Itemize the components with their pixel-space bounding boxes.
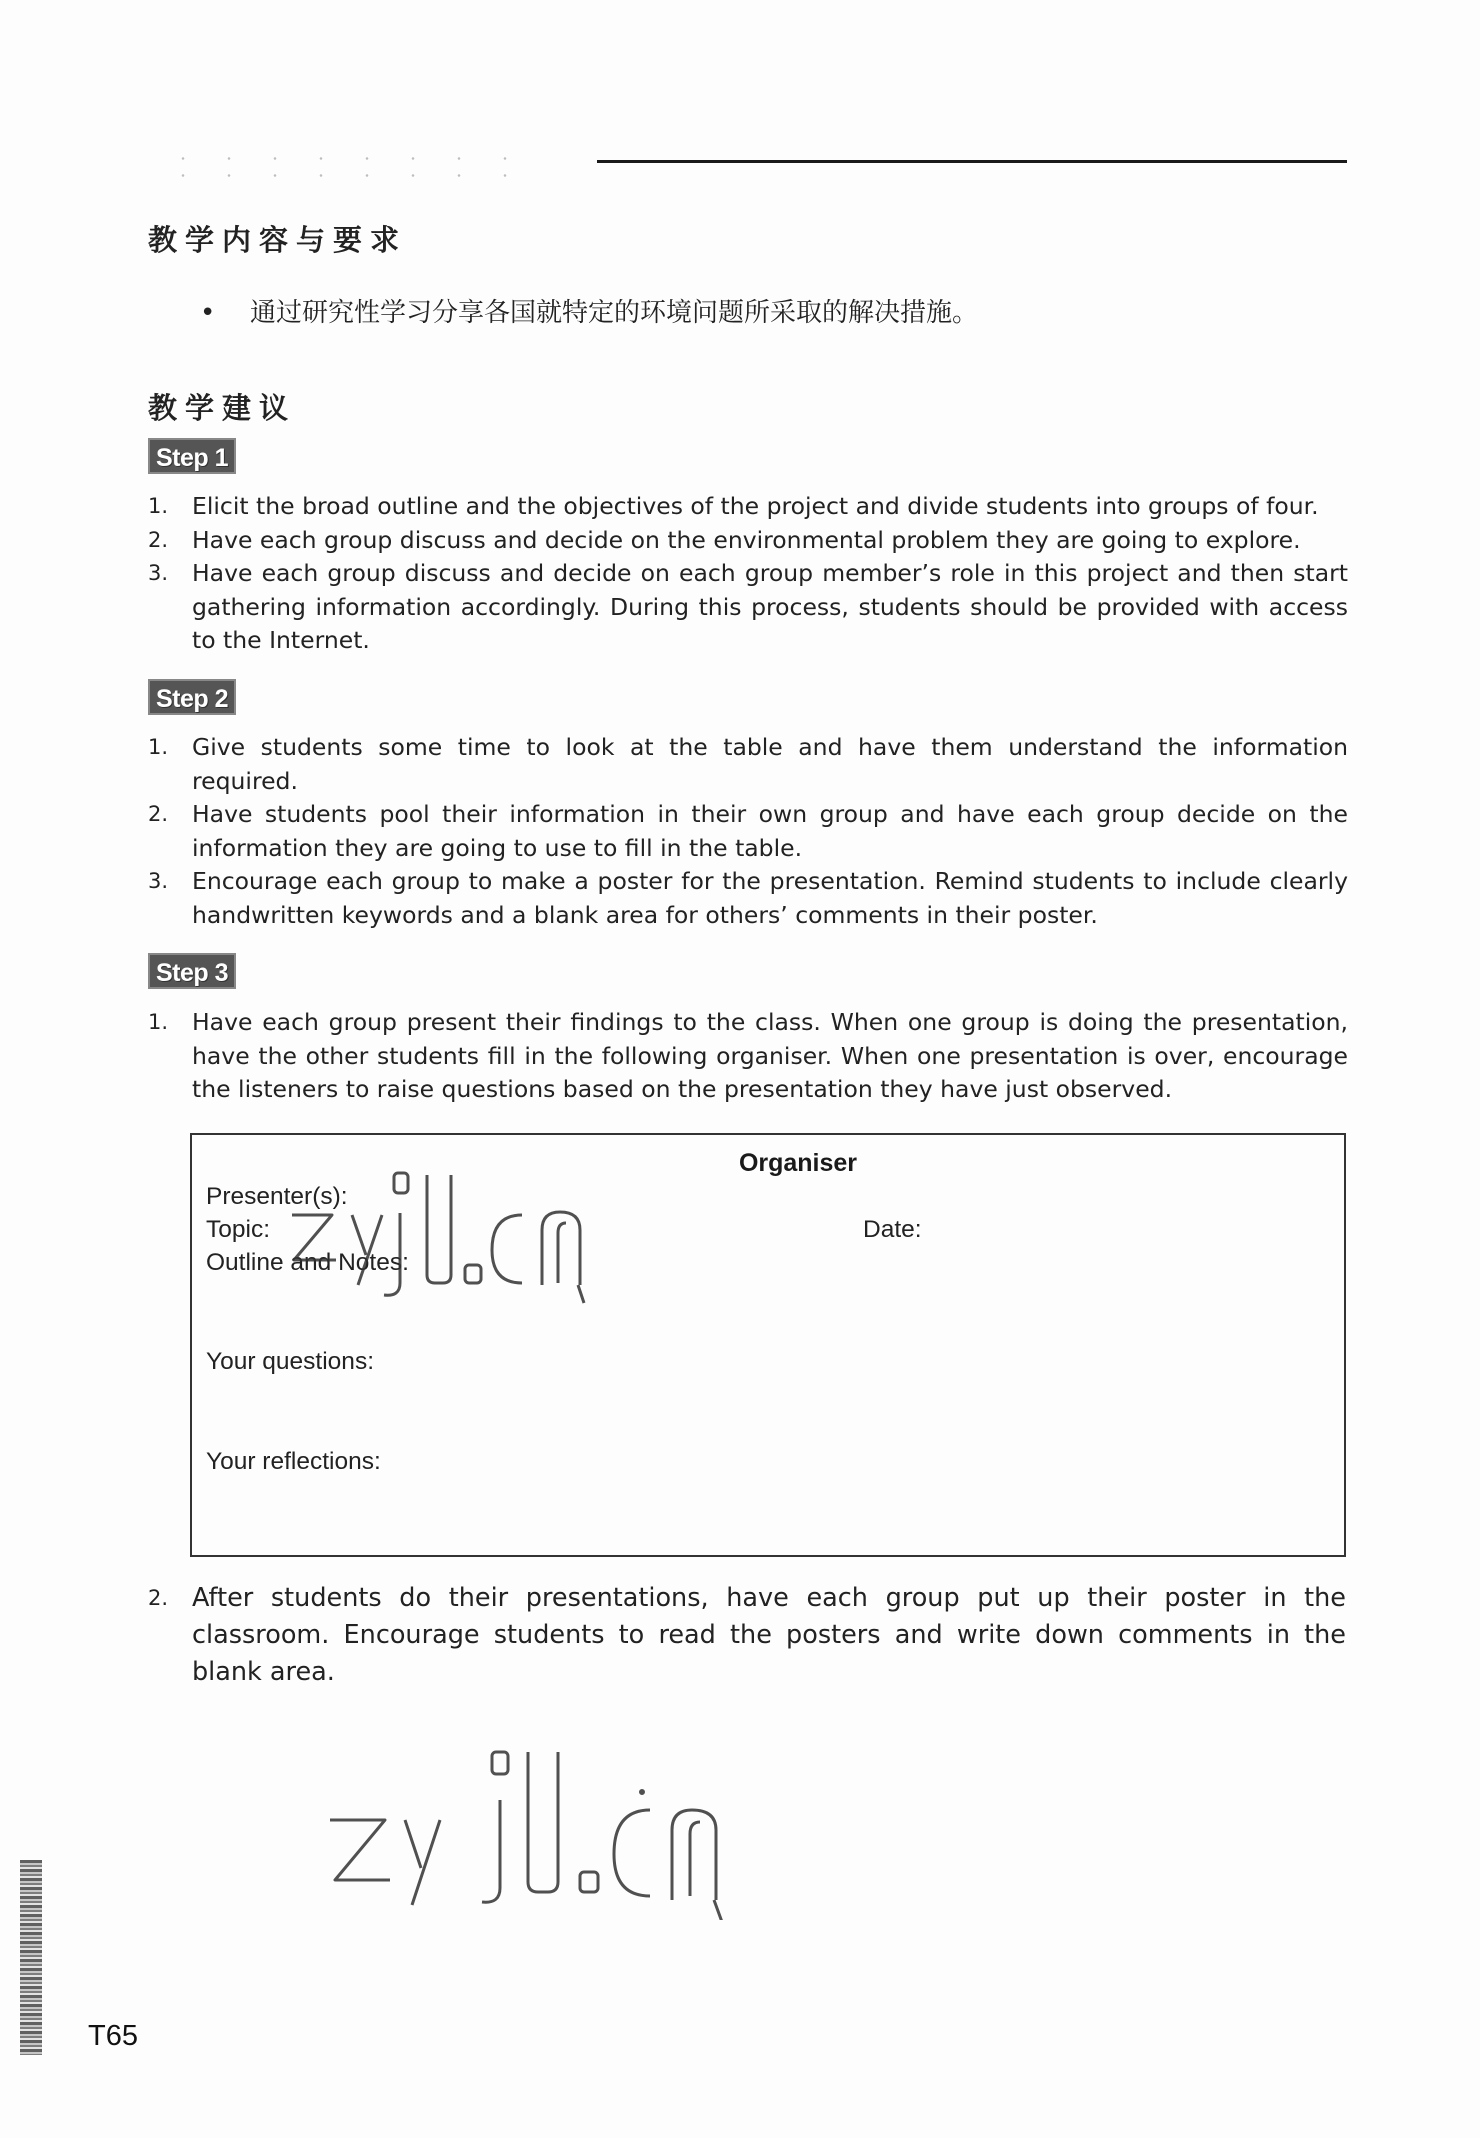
watermark-logo bbox=[282, 1155, 702, 1315]
organiser-title: Organiser bbox=[738, 1149, 858, 1177]
item-number: 3. bbox=[148, 869, 169, 893]
item-number: 1. bbox=[148, 735, 169, 759]
list-item bbox=[148, 798, 1348, 865]
item-number: 2. bbox=[148, 527, 169, 552]
date-label: Date: bbox=[863, 1216, 922, 1243]
heading-teaching-content: 教学内容与要求 bbox=[148, 223, 408, 257]
item-number: 2. bbox=[148, 1586, 169, 1610]
list-item bbox=[148, 731, 1348, 798]
step-3-list bbox=[148, 1006, 1348, 1107]
header-rule bbox=[597, 160, 1347, 163]
item-number: 3. bbox=[148, 561, 169, 585]
scan-specks bbox=[160, 150, 530, 180]
item-text: Have each group discuss and decide on the environmental problem they are going to explore. bbox=[192, 525, 1301, 554]
list-item bbox=[148, 557, 1348, 658]
item-text: Have students pool their information in their own group and have each group decide on the information they are going to use to fill in the table. bbox=[192, 800, 1348, 862]
item-number: 1. bbox=[148, 1010, 169, 1034]
page-number: T65 bbox=[88, 2020, 138, 2052]
item-text: Have each group discuss and decide on each group member’s role in this project and then start gathering information accordingly. During this process, students should be provided with access to the Internet. bbox=[192, 559, 1348, 654]
item-text: Have each group present their findings to the class. When one group is doing the presentation, have the other students fill in the following organiser. When one presentation is over, encourage the listeners to raise questions based on the presentation they have just observed. bbox=[192, 1008, 1348, 1103]
watermark-logo-bottom bbox=[320, 1740, 800, 1920]
item-number: 1. bbox=[148, 494, 169, 518]
list-item bbox=[148, 490, 1348, 524]
heading-teaching-suggestions: 教学建议 bbox=[148, 391, 297, 425]
step-1-tag: Step 1 bbox=[148, 438, 236, 474]
item-text: Elicit the broad outline and the objectives of the project and divide students into groups of four. bbox=[192, 492, 1319, 520]
list-item bbox=[148, 1580, 1346, 1691]
scan-edge-strip bbox=[20, 1860, 42, 2055]
questions-label: Your questions: bbox=[206, 1348, 374, 1375]
step-2-tag: Step 2 bbox=[148, 679, 236, 715]
step-3-tag: Step 3 bbox=[148, 953, 236, 989]
item-text: Encourage each group to make a poster for the presentation. Remind students to include clearly handwritten keywords and a blank area for others’ comments in their poster. bbox=[192, 867, 1348, 929]
item-text: Give students some time to look at the table and have them understand the information required. bbox=[192, 733, 1348, 795]
organiser-box bbox=[190, 1133, 1346, 1557]
step-3-item-2 bbox=[148, 1580, 1346, 1691]
bullet-item bbox=[200, 292, 978, 329]
outline-label: Outline and Notes: bbox=[206, 1249, 409, 1276]
list-item bbox=[148, 524, 1348, 558]
reflections-label: Your reflections: bbox=[206, 1448, 381, 1475]
list-item bbox=[148, 865, 1348, 932]
step-2-list bbox=[148, 731, 1348, 932]
item-text: After students do their presentations, have each group put up their poster in the classroom. Encourage students to read the posters and write down comments in the blank area. bbox=[192, 1583, 1346, 1687]
list-item bbox=[148, 1006, 1348, 1107]
presenters-label: Presenter(s): bbox=[206, 1183, 348, 1210]
bullet-symbol: • bbox=[200, 298, 216, 328]
topic-label: Topic: bbox=[206, 1216, 271, 1243]
item-number: 2. bbox=[148, 802, 169, 826]
step-1-list bbox=[148, 490, 1348, 658]
bullet-text: 通过研究性学习分享各国就特定的环境问题所采取的解决措施。 bbox=[250, 298, 979, 328]
